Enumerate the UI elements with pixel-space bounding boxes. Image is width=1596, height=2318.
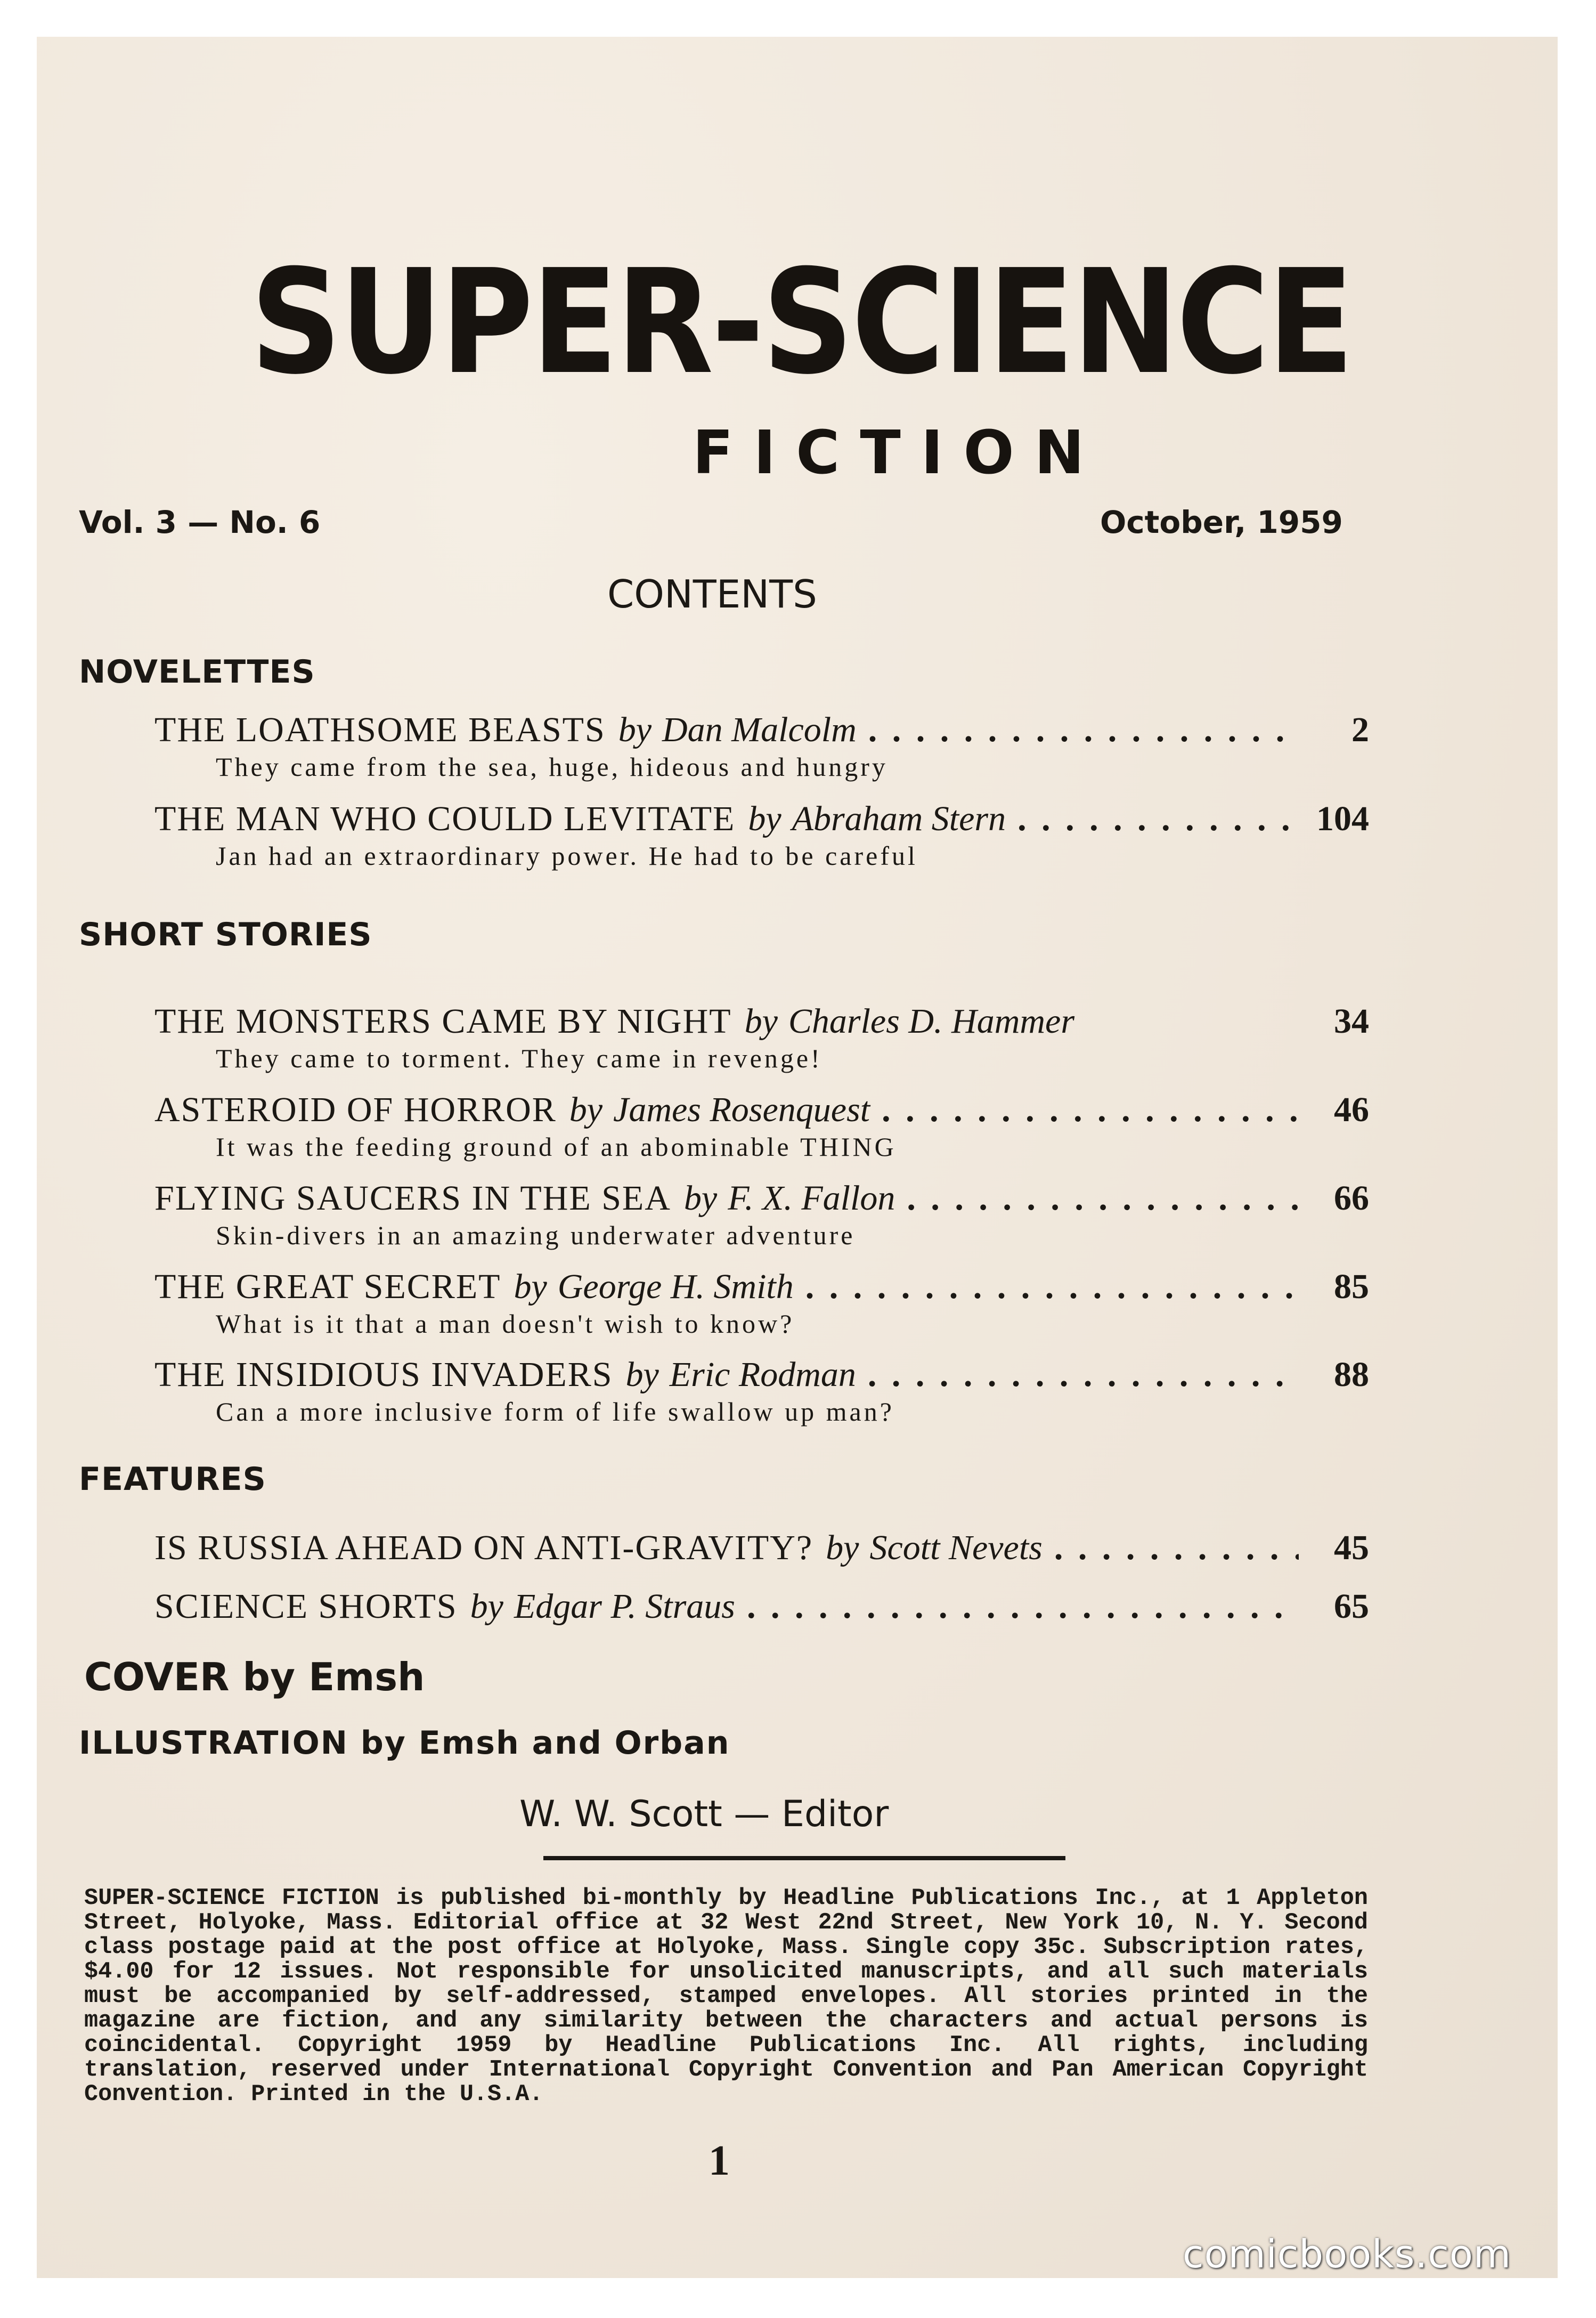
story-tagline: What is it that a man doesn't wish to know? [216, 1309, 795, 1339]
page-number: 85 [1334, 1267, 1369, 1306]
dot-leader [1054, 1527, 1299, 1569]
toc-entry [154, 1177, 1369, 1251]
story-title: SCIENCE SHORTS [154, 1587, 458, 1626]
masthead-title: SUPER-SCIENCE [250, 238, 1353, 406]
story-tagline: Jan had an extraordinary power. He had to be careful [216, 841, 918, 871]
story-tagline: Can a more inclusive form of life swallow up man? [216, 1397, 894, 1427]
story-title: THE LOATHSOME BEASTS [154, 710, 606, 749]
toc-entry [154, 1000, 1369, 1074]
section-heading-short-stories: SHORT STORIES [79, 916, 372, 953]
page-number: 88 [1334, 1355, 1369, 1394]
page-number: 2 [1351, 710, 1369, 749]
section-heading-novelettes: NOVELETTES [79, 653, 315, 691]
story-author: James Rosenquest [613, 1090, 870, 1129]
story-author: George H. Smith [557, 1267, 794, 1306]
byline-word: by [470, 1587, 503, 1626]
story-author: Edgar P. Straus [514, 1587, 735, 1626]
page-number: 46 [1334, 1090, 1369, 1129]
masthead-subtitle: FICTION [693, 418, 1105, 488]
dot-leader [868, 709, 1299, 751]
byline-word: by [514, 1267, 547, 1306]
story-author: Eric Rodman [669, 1355, 856, 1394]
byline-word: by [569, 1090, 603, 1129]
story-author: Scott Nevets [869, 1528, 1043, 1567]
toc-entry [154, 709, 1369, 782]
dot-leader [1017, 798, 1299, 840]
story-author: Abraham Stern [792, 799, 1006, 838]
site-watermark: comicbooks.com [1183, 2232, 1512, 2276]
toc-entry [154, 1266, 1369, 1339]
volume-number: Vol. 3 — No. 6 [79, 504, 321, 540]
page-number: 45 [1334, 1528, 1369, 1567]
story-title: FLYING SAUCERS IN THE SEA [154, 1179, 671, 1218]
dot-leader [868, 1353, 1299, 1396]
page-number: 104 [1316, 799, 1369, 838]
story-tagline: Skin-divers in an amazing underwater adventure [216, 1220, 856, 1250]
dot-leader [747, 1585, 1299, 1628]
toc-entry [154, 1527, 1369, 1569]
toc-entry [154, 798, 1369, 871]
story-tagline: They came to torment. They came in revenge! [216, 1043, 823, 1073]
page-folio: 1 [709, 2137, 730, 2184]
contents-heading: CONTENTS [607, 572, 817, 617]
story-author: Dan Malcolm [662, 710, 857, 749]
dot-leader [805, 1266, 1299, 1308]
divider-rule [543, 1856, 1065, 1860]
byline-word: by [683, 1179, 718, 1218]
section-heading-features: FEATURES [79, 1461, 266, 1498]
story-title: THE MONSTERS CAME BY NIGHT [154, 1002, 732, 1041]
page-number: 66 [1334, 1179, 1369, 1218]
publication-imprint: SUPER-SCIENCE FICTION is published bi-monthly by Headline Publications Inc., at 1 Appleton Street, Holyoke, Mass. Editorial office at 32 West 22nd Street, New York 10, N. Y. Second class postage paid at the post office at Holyoke, Mass. Single copy 35c. Subscription rates, $4.00 for 12 issues. Not responsible for unsolicited manuscripts, and all such materials must be accompanied by self-addressed, stamped envelopes. All stories printed in the magazine are fiction, and any similarity between the characters and actual persons is coincidental. Copyright 1959 by Headline Publications Inc. All rights, including translation, reserved under International Copyright Convention and Pan American Copyright Convention. Printed in the U.S.A. [84, 1885, 1368, 2108]
page-number: 65 [1334, 1587, 1369, 1626]
page-number: 34 [1334, 1002, 1369, 1041]
story-title: THE GREAT SECRET [154, 1267, 501, 1306]
story-tagline: They came from the sea, huge, hideous and hungry [216, 752, 888, 782]
byline-word: by [748, 799, 781, 838]
byline-word: by [625, 1355, 659, 1394]
story-title: THE INSIDIOUS INVADERS [154, 1355, 613, 1394]
editor-credit: W. W. Scott — Editor [519, 1793, 889, 1835]
story-author: Charles D. Hammer [788, 1002, 1075, 1041]
issue-date: October, 1959 [1100, 504, 1343, 540]
illustration-credit: ILLUSTRATION by Emsh and Orban [79, 1724, 730, 1762]
toc-entry [154, 1585, 1369, 1628]
story-author: F. X. Fallon [728, 1179, 895, 1218]
story-tagline: It was the feeding ground of an abominable THING [216, 1132, 897, 1162]
story-title: THE MAN WHO COULD LEVITATE [154, 799, 736, 838]
toc-entry [154, 1089, 1369, 1162]
byline-word: by [618, 710, 652, 749]
story-title: IS RUSSIA AHEAD ON ANTI-GRAVITY? [154, 1528, 813, 1567]
story-title: ASTEROID OF HORROR [154, 1090, 557, 1129]
byline-word: by [744, 1002, 778, 1041]
cover-credit: COVER by Emsh [84, 1655, 425, 1699]
toc-entry [154, 1353, 1369, 1427]
dot-leader [882, 1089, 1299, 1131]
dot-leader [907, 1177, 1299, 1220]
byline-word: by [826, 1528, 859, 1567]
